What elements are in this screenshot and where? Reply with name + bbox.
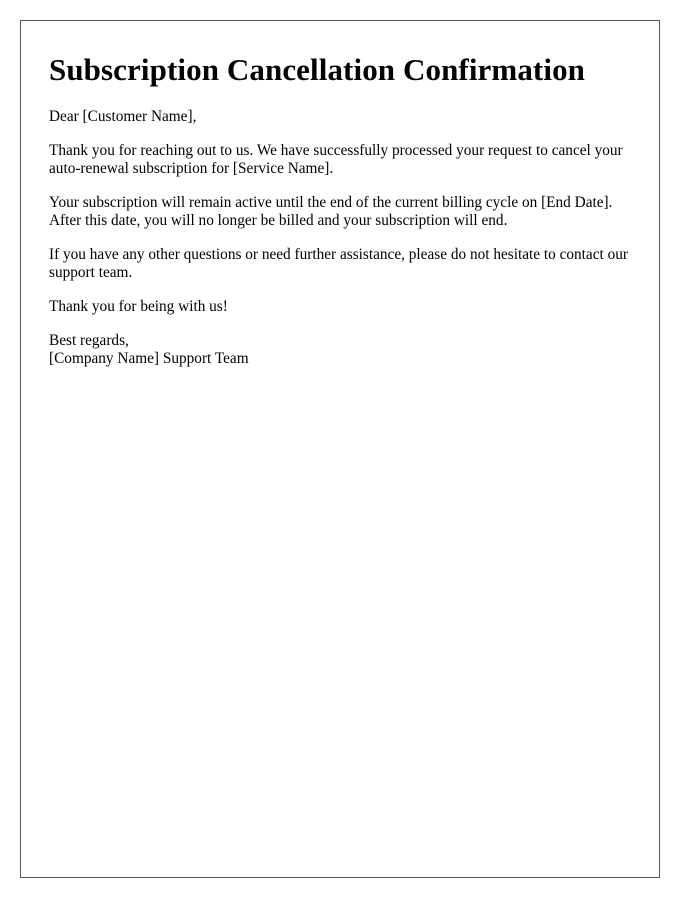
salutation: Dear [Customer Name], (49, 108, 197, 125)
closing-phrase: Best regards, (49, 332, 129, 349)
paragraph-thanks: Thank you for being with us! (49, 298, 228, 315)
paragraph-support: If you have any other questions or need further assistance, please do not hesitate to contact our support team. (49, 246, 628, 281)
paragraph-confirmation: Thank you for reaching out to us. We have successfully processed your request to cancel your auto-renewal subscription for [Service Name]. (49, 142, 623, 177)
letter-title: Subscription Cancellation Confirmation (49, 52, 586, 87)
letter-page (20, 20, 660, 878)
closing-block (49, 332, 631, 368)
paragraph-billing-cycle: Your subscription will remain active until the end of the current billing cycle on [End Date]. After this date, you will no longer be billed and your subscription will end. (49, 194, 613, 229)
signature: [Company Name] Support Team (49, 350, 249, 367)
